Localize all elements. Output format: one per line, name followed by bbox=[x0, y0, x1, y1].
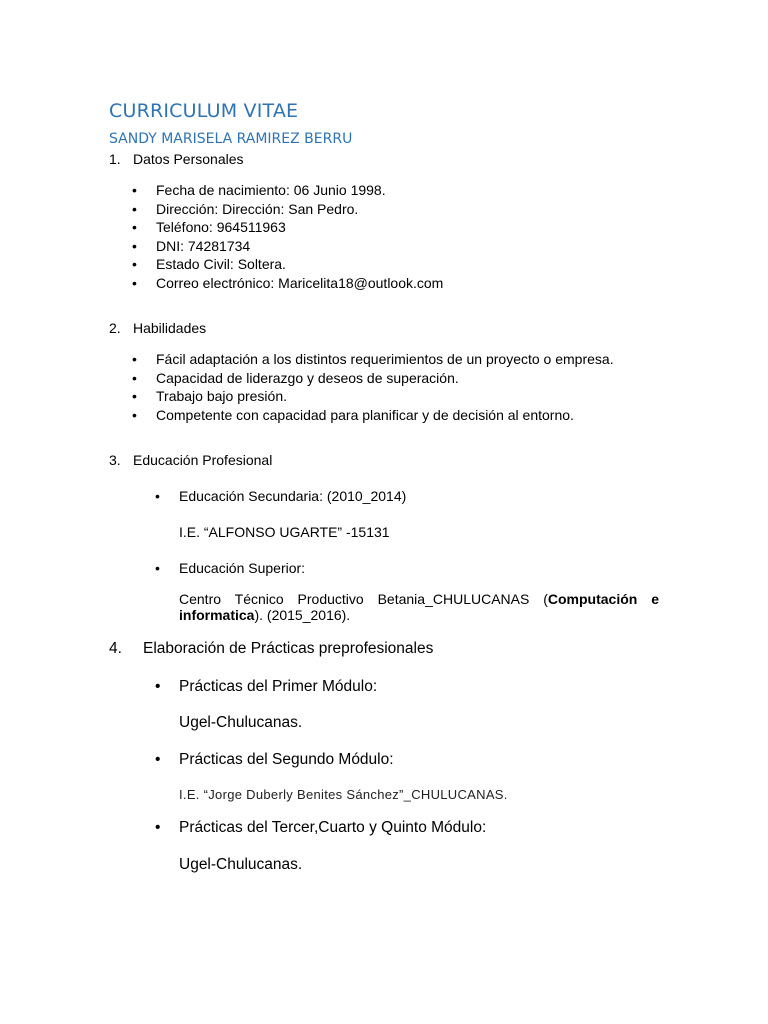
section-number: 4. bbox=[109, 640, 122, 657]
list-item: • Fecha de nacimiento: 06 Junio 1998. bbox=[132, 182, 386, 198]
candidate-name: SANDY MARISELA RAMIREZ BERRU bbox=[109, 131, 353, 147]
bullet-icon: • bbox=[155, 488, 160, 504]
bullet-icon: • bbox=[132, 369, 137, 386]
section-number: 2. bbox=[109, 320, 121, 336]
practice-second-place: I.E. “Jorge Duberly Benites Sánchez”_CHULUCANAS. bbox=[179, 787, 508, 802]
section-label: Habilidades bbox=[133, 320, 207, 336]
bullet-icon: • bbox=[132, 388, 137, 404]
section-personal-heading bbox=[109, 151, 244, 167]
list-item: • Teléfono: 964511963 bbox=[132, 219, 286, 235]
bullet-icon: • bbox=[155, 751, 161, 768]
list-item: • Trabajo bajo presión. bbox=[132, 388, 288, 404]
personal-data-list bbox=[132, 181, 444, 292]
education-secondary-school: I.E. “ALFONSO UGARTE” -15131 bbox=[179, 524, 390, 540]
list-item: • Fácil adaptación a los distintos requerimientos de un proyecto o empresa. bbox=[132, 351, 614, 367]
bullet-icon: • bbox=[132, 237, 137, 254]
bullet-icon: • bbox=[132, 274, 137, 291]
practice-first-place: Ugel-Chulucanas. bbox=[179, 714, 303, 731]
section-skills-heading bbox=[109, 320, 206, 336]
list-item: • DNI: 74281734 bbox=[132, 237, 251, 254]
section-label: Educación Profesional bbox=[133, 452, 273, 468]
education-higher-detail: Centro Técnico Productivo Betania_CHULUCANAS (Computación e informatica). (2015_2016). bbox=[179, 591, 659, 623]
education-higher-item: • Educación Superior: bbox=[155, 560, 306, 576]
bullet-icon: • bbox=[155, 560, 160, 576]
bullet-icon: • bbox=[132, 256, 137, 272]
list-item: • Capacidad de liderazgo y deseos de superación. bbox=[132, 369, 459, 386]
list-item: • Competente con capacidad para planificar y de decisión al entorno. bbox=[132, 406, 574, 423]
career-name: Computación e informatica bbox=[179, 591, 659, 623]
list-item: • Correo electrónico: Maricelita18@outlook.com bbox=[132, 274, 444, 291]
bullet-icon: • bbox=[132, 182, 137, 198]
list-item: • Dirección: Dirección: San Pedro. bbox=[132, 200, 359, 217]
section-number: 3. bbox=[109, 452, 121, 468]
document-title: CURRICULUM VITAE bbox=[109, 100, 299, 122]
practice-third-item: • Prácticas del Tercer,Cuarto y Quinto Módulo: bbox=[155, 819, 487, 836]
bullet-icon: • bbox=[132, 219, 137, 235]
bullet-icon: • bbox=[132, 351, 137, 367]
list-item: • Estado Civil: Soltera. bbox=[132, 256, 286, 272]
practice-third-place: Ugel-Chulucanas. bbox=[179, 856, 303, 873]
education-secondary-item: • Educación Secundaria: (2010_2014) bbox=[155, 488, 407, 504]
section-label: Elaboración de Prácticas preprofesionales bbox=[143, 640, 434, 657]
section-number: 1. bbox=[109, 151, 121, 167]
bullet-icon: • bbox=[155, 819, 161, 836]
practice-second-item: • Prácticas del Segundo Módulo: bbox=[155, 751, 394, 768]
section-label: Datos Personales bbox=[133, 151, 244, 167]
section-education-heading bbox=[109, 452, 272, 468]
bullet-icon: • bbox=[155, 678, 161, 695]
bullet-icon: • bbox=[132, 200, 137, 217]
skills-list bbox=[132, 350, 614, 424]
bullet-icon: • bbox=[132, 406, 137, 423]
practice-first-item: • Prácticas del Primer Módulo: bbox=[155, 678, 378, 695]
section-practices-heading bbox=[109, 640, 433, 658]
